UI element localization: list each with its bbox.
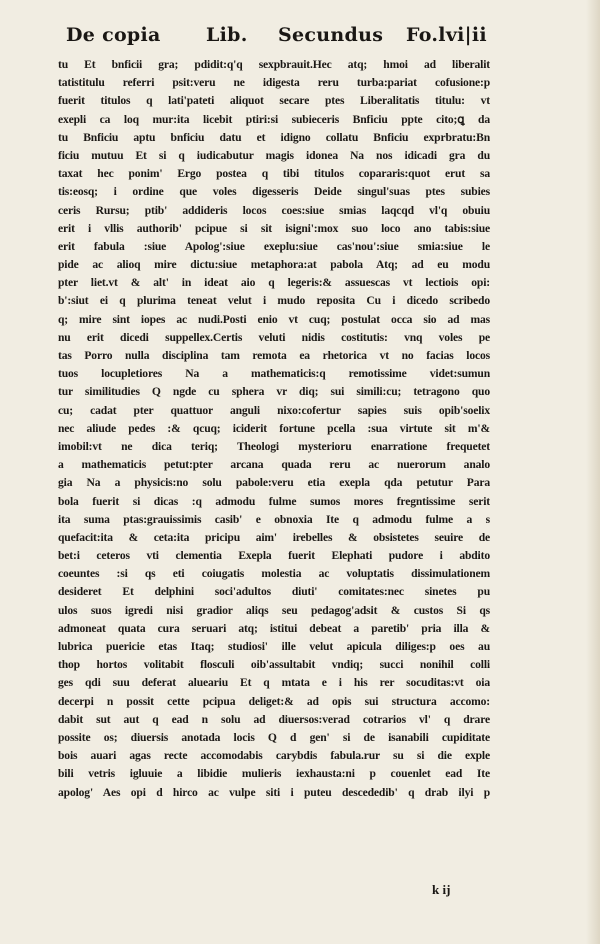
text-line: tu Et bnficii gra; pdidit:q'q sexpbrauit.Hec atq; hmoi ad liberalit xyxy=(58,58,490,71)
text-line: tatistitulu referri psit:veru ne idigesta reru turba:pariat cofusione:p xyxy=(58,76,490,90)
text-line: cu; cadat pter quattuor anguli nixo:cofertur sapies suis opib'soelix xyxy=(58,403,490,417)
text-line: b':siut ei q plurima teneat velut i mudo reposita Cu i dicedo scribedo xyxy=(58,294,490,308)
text-line: bet:i ceteros vti clementia Exepla fuerit Elephati pudore i abdito xyxy=(58,549,490,563)
text-line: q; mire sint iopes ac nudi.Posti enio vt cuq; postulat occa sio ad mas xyxy=(58,312,490,326)
text-line: nec aliude pedes :& qcuq; iciderit fortune pcella :sua virtute sit m'& xyxy=(58,421,490,435)
text-line: pide ac alioq mire dictu:siue metaphora:at pabola Atq; ad eu modu xyxy=(58,258,490,272)
text-line: bili vetris igluuie a libidie mulieris iexhausta:ni p couenlet ead Ite xyxy=(58,767,490,781)
signature-mark: k ij xyxy=(432,882,451,897)
text-line: possite os; diuersis anotada locis Q d gen' si de isanabili cupiditate xyxy=(58,730,490,744)
text-line: nu erit dicedi suppellex.Certis veluti nidis costitutis: vnq voles pe xyxy=(58,330,490,344)
text-line: dabit sut aut q ead n solu ad diuersos:verad cotrarios vl' q drare xyxy=(58,712,490,726)
text-line: tur similitudies Q ngde cu sphera vr diq; sui simili:cu; tetragono quo xyxy=(58,385,490,399)
text-line: ita suma ptas:grauissimis casib' e obnoxia Ite q admodu fulme a s xyxy=(58,512,490,526)
text-line: bois auari agas recte accomodabis carybdis fabula.rur su si die exple xyxy=(58,749,490,763)
text-line: ficiu mutuu Et si q iudicabutur magis idonea Na nos idicadi gra du xyxy=(58,148,490,162)
running-head xyxy=(66,24,486,54)
running-head-part: Secundus xyxy=(278,24,384,46)
text-line: quefacit:ita & ceta:ita pricipu aim' irebelles & obsistetes seuire de xyxy=(58,530,490,544)
text-line: ceris Rursu; ptib' addideris locos coes:siue smias laqcqd vl'q obuiu xyxy=(58,203,490,217)
folio-number: Fo.lvi|ii xyxy=(406,24,487,46)
text-line: desideret Et delphini soci'adultos diuti' comitates:nec sinetes pu xyxy=(58,585,490,599)
page-edge-shadow xyxy=(586,0,600,944)
text-line: tis:eosq; i ordine que voles digesseris Deide singul'suas ptes subies xyxy=(58,185,490,199)
text-line: fuerit titulos q lati'pateti aliquot secare ptes Liberalitatis titulu: vt xyxy=(58,94,490,108)
text-line: apolog' Aes opi d hirco ac vulpe siti i puteu descededib' q drab ilyi p xyxy=(58,785,490,799)
text-line: erit i vllis authorib' pcipue si sit isigni':mox suo loco ano tabis:siue xyxy=(58,221,490,235)
text-line: admoneat quata cura seruari atq; istitui debeat a paretib' pria illa & xyxy=(58,621,490,635)
text-line: ulos suos igredi nisi gradior aliqs seu pedagog'adsit & custos Si qs xyxy=(58,603,490,617)
text-line: erit fabula :siue Apolog':siue exeplu:siue cas'nou':siue smia:siue le xyxy=(58,239,490,253)
text-line: coeuntes :si qs eti coiugatis molestia ac voluptatis dissimulationem xyxy=(58,567,490,581)
text-line: tuos locupletiores Na a mathematicis:q remotissime videt:sumun xyxy=(58,367,490,381)
text-line: thop hortos volitabit flosculi oib'assultabit vndiq; succi nonihil colli xyxy=(58,658,490,672)
text-line: gia Na a physicis:no solu pabole:veru etia exepla qda petutur Para xyxy=(58,476,490,490)
text-line: pter liet.vt & alt' in ideat aio q legeris:& assuescas vt lectiois opi: xyxy=(58,276,490,290)
running-head-book: Lib. xyxy=(206,24,248,46)
text-line: taxat hec ponim' Ergo postea q tibi titulos copararis:quot erut sa xyxy=(58,167,490,181)
main-text-block xyxy=(58,56,490,802)
text-line: bola fuerit si dicas :q admodu fulme sumos mores fregntissime serit xyxy=(58,494,490,508)
text-line: lubrica puericie etas Itaq; studiosi' ille velut apicula diliges:p oes au xyxy=(58,640,490,653)
text-line: a mathematicis petut:pter arcana quada reru ac nuerorum analo xyxy=(58,458,490,472)
text-line: imobil:vt ne dica teriq; Theologi mysterioru enarratione frequetet xyxy=(58,439,490,453)
running-head-title: De copia xyxy=(66,24,161,46)
text-line: decerpi n possit cette pcipua deliget:& ad opis sui structura accomo: xyxy=(58,694,490,708)
text-line: tu Bnficiu aptu bnficiu datu et idigno collatu Bnficiu exprbratu:Bn xyxy=(58,130,490,144)
text-line: tas Porro nulla disciplina tam remota ea rhetorica vt no facias locos xyxy=(58,349,490,362)
text-line: ges qdi suu deferat alueariu Et q mtata e i his rer socuditas:vt oia xyxy=(58,676,490,690)
text-line: exepli ca loq mur:ita licebit ptiri:si subieceris Bnficiu ppte cito;ꝗ da xyxy=(58,112,490,126)
